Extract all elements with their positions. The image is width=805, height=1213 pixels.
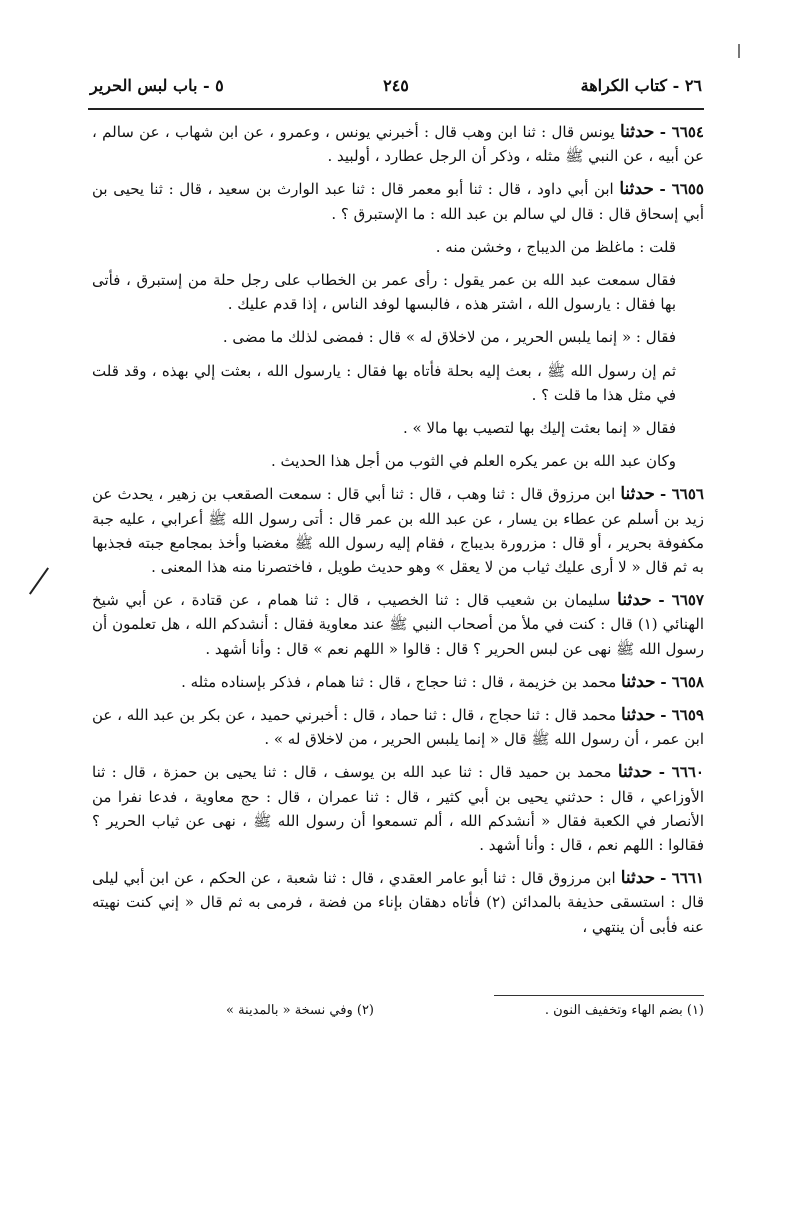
continuation-paragraph	[92, 235, 704, 259]
hadith-paragraph	[92, 703, 704, 751]
hadith-text: فقال : « إنما يلبس الحرير ، من لاخلاق له » قال : فمضى لذلك ما مضى .	[222, 328, 676, 347]
hadith-text: سليمان بن شعيب قال : ثنا الخصيب ، قال : ثنا همام ، عن قتادة ، عن أبي شيخ الهنائي (١) قال : كنت في ملأ من أصحاب النبي ﷺ عند معاوية فقال : أنشدكم الله ، هل تعلمون أن رسول الله ﷺ نهى عن لبس الحرير ؟ قال : قالوا « اللهم نعم » قال : وأنا أشهد .	[92, 591, 704, 658]
margin-mark	[738, 44, 740, 58]
continuation-paragraph	[92, 268, 704, 316]
hadith-number: ٦٦٦١ -	[660, 869, 704, 888]
hadith-number: ٦٦٥٥ -	[659, 180, 704, 199]
hadith-paragraph	[92, 760, 704, 857]
hadith-text: وكان عبد الله بن عمر يكره العلم في الثوب من أجل هذا الحديث .	[270, 452, 676, 471]
header-book-title: ٢٦ - كتاب الكراهة	[580, 76, 702, 95]
continuation-paragraph	[92, 359, 704, 407]
page-body	[92, 120, 704, 948]
hadith-paragraph	[92, 177, 704, 225]
hadith-paragraph	[92, 670, 704, 694]
hadith-text: يونس قال : ثنا ابن وهب قال : أخبرني يونس ، وعمرو ، عن ابن شهاب ، عن سالم ، عن أبيه ، عن النبي ﷺ مثله ، وذكر أن الرجل عطارد ، أولبيد .	[92, 123, 704, 166]
header-chapter-title: ٥ - باب لبس الحرير	[90, 76, 224, 95]
hadith-text: ابن مرزوق قال : ثنا أبو عامر العقدي ، قال : ثنا شعبة ، عن الحكم ، عن ابن أبي ليلى قال : استسقى حذيفة بالمدائن (٢) فأتاه دهقان بإناء من فضة ، فرمى به ثم قال « إني كنت نهيته عنه فأبى أن ينتهي ،	[92, 869, 704, 936]
footnote-1: (١) بضم الهاء وتخفيف النون .	[544, 1003, 704, 1018]
hadith-number: ٦٦٥٦ -	[659, 485, 704, 504]
hadith-number: ٦٦٥٤ -	[659, 123, 704, 141]
hadith-text: فقال « إنما بعثت إليك بها لتصيب بها مالا » .	[402, 419, 676, 438]
hadith-text: محمد بن حميد قال : ثنا عبد الله بن يوسف ، قال : ثنا يحيى بن حمزة ، قال : ثنا الأوزاعي ، قال : حدثني يحيى بن أبي كثير ، قال : ثنا عمران ، قال : حج معاوية ، فدعا نفرا من الأنصار في الكعبة فقال « أنشدكم الله ، ألم تسمعوا أن رسول الله ﷺ ، نهى عن ثياب الحرير ؟ فقالوا : اللهم نعم ، قال : وأنا أشهد .	[92, 763, 704, 855]
hadith-text: فقال سمعت عبد الله بن عمر يقول : رأى عمر بن الخطاب على رجل حلة من إستبرق ، فأتى بها فقال : يارسول الله ، اشتر هذه ، فالبسها لوفد الناس ، إذا قدم عليك .	[92, 271, 676, 314]
header-rule	[88, 108, 704, 110]
haddathana-keyword: حدثنا	[619, 122, 655, 142]
haddathana-keyword: حدثنا	[617, 590, 652, 611]
haddathana-keyword: حدثنا	[619, 179, 654, 200]
hadith-number: ٦٦٦٠ -	[658, 763, 704, 782]
haddathana-keyword: حدثنا	[621, 671, 656, 692]
hadith-number: ٦٦٥٧ -	[658, 591, 704, 610]
continuation-paragraph	[92, 449, 704, 473]
continuation-paragraph	[92, 325, 704, 349]
hadith-paragraph	[92, 588, 704, 661]
haddathana-keyword: حدثنا	[620, 484, 655, 505]
haddathana-keyword: حدثنا	[620, 868, 656, 889]
hadith-text: محمد قال : ثنا حجاج ، قال : ثنا حماد ، قال : أخبرني حميد ، عن بكر بن عبد الله ، عن ابن عمر ، أن رسول الله ﷺ قال « إنما يلبس الحرير ، من لاخلاق له » .	[92, 706, 704, 749]
hadith-number: ٦٦٥٨ -	[660, 672, 704, 691]
hadith-text: ثم إن رسول الله ﷺ ، بعث إليه بحلة فأتاه بها فقال : يارسول الله ، بعثت إلي بهذه ، وقد قلت في مثل هذا ما قلت ؟ .	[92, 361, 676, 404]
hadith-text: قلت : ماغلظ من الديباج ، وخشن منه .	[435, 237, 676, 256]
page-header	[90, 76, 702, 102]
hadith-text: محمد بن خزيمة ، قال : ثنا حجاج ، قال : ثنا همام ، فذكر بإسناده مثله .	[181, 672, 617, 691]
continuation-paragraph	[92, 416, 704, 440]
hadith-paragraph	[92, 120, 704, 168]
footnote-2: (٢) وفي نسخة « بالمدينة »	[226, 1003, 374, 1018]
hadith-paragraph	[92, 482, 704, 579]
pen-mark	[29, 567, 49, 594]
page-number: ٢٤٥	[383, 76, 409, 95]
hadith-text: ابن مرزوق قال : ثنا وهب ، قال : ثنا أبي قال : سمعت الصقعب بن زهير ، يحدث عن زيد بن أسلم عن عطاء بن يسار ، عن عبد الله بن عمر قال : أتى رسول الله ﷺ أعرابي ، عليه جبة مكفوفة بحرير ، أو قال : مزرورة بديباج ، فقام إليه رسول الله ﷺ مغضبا وأخذ بمجامع جبته فجذبها به ثم قال « لا أرى عليك ثياب من لا يعقل » وهو حديث طويل ، فاختصرنا منه هذا المعنى .	[92, 485, 704, 577]
hadith-number: ٦٦٥٩ -	[660, 706, 704, 725]
haddathana-keyword: حدثنا	[621, 705, 656, 726]
hadith-text: ابن أبي داود ، قال : ثنا أبو معمر قال : ثنا عبد الوارث بن سعيد ، قال : ثنا يحيى بن أبي إسحاق قال : قال لي سالم بن عبد الله : ما الإستبرق ؟ .	[92, 180, 704, 223]
footnote-rule	[494, 995, 704, 996]
haddathana-keyword: حدثنا	[617, 762, 653, 783]
hadith-paragraph	[92, 866, 704, 939]
